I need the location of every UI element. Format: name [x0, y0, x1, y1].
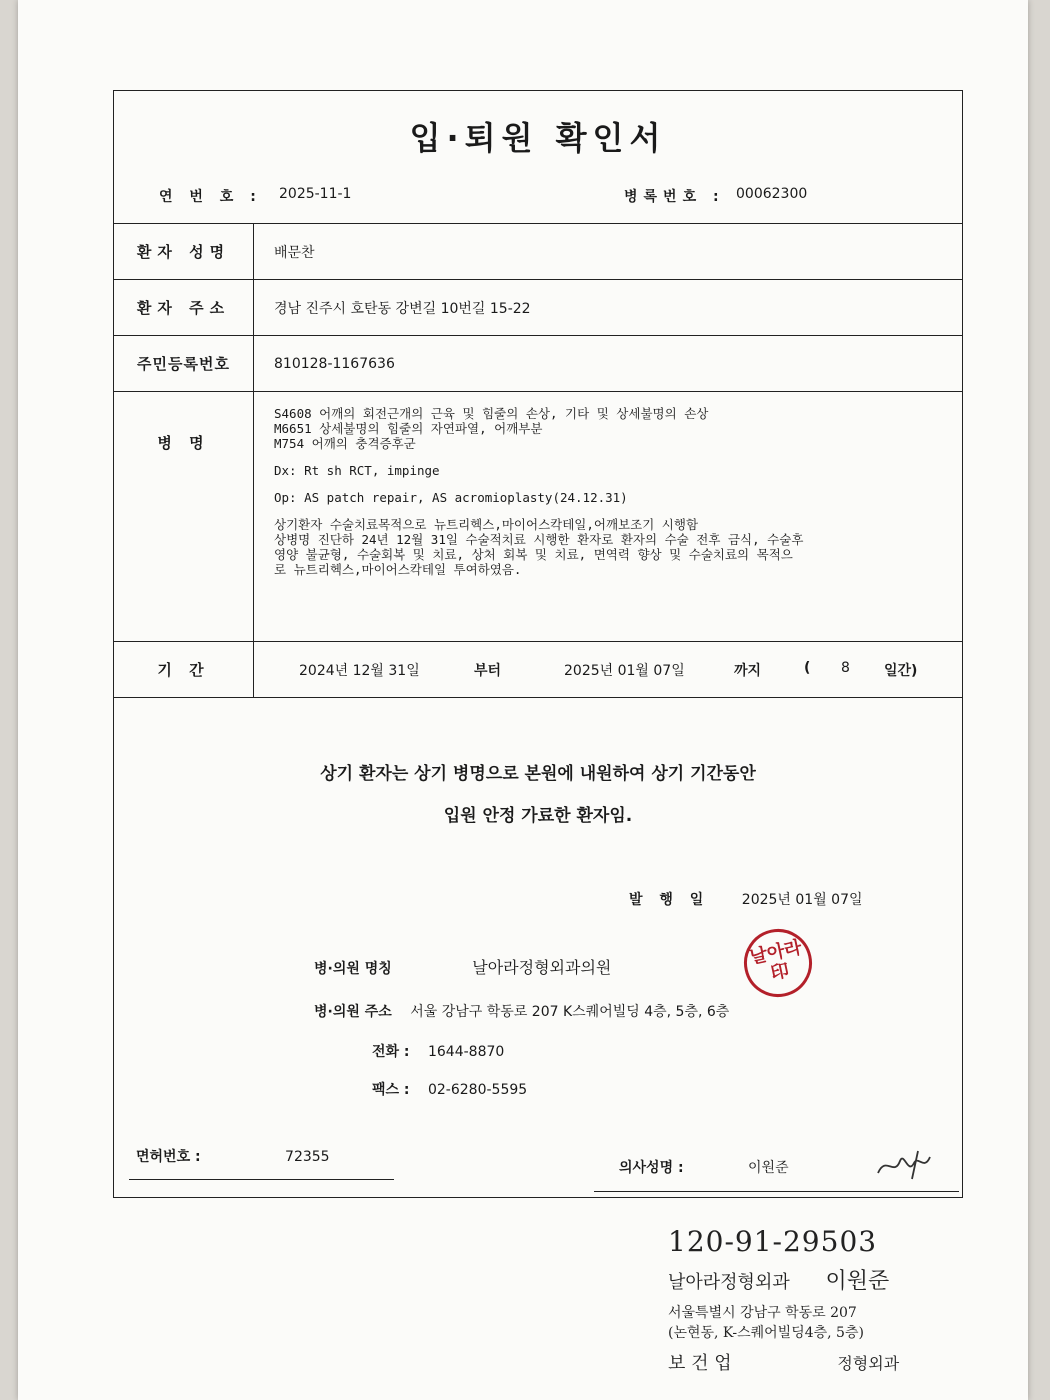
phone-value: 1644-8870	[427, 1044, 505, 1060]
business-clinic-line	[668, 1264, 928, 1295]
fax-line	[372, 1079, 527, 1099]
business-type-line	[668, 1349, 928, 1375]
serial-value: 2025-11-1	[279, 186, 352, 202]
document-title: 입·퇴원 확인서	[409, 119, 667, 157]
diagnosis-note: 영양 불균형, 수술회복 및 치료, 상처 회복 및 치료, 면역력 향상 및 수술치료의 목적으	[274, 547, 793, 562]
business-address-2: (논현동, K-스퀘어빌딩4층, 5층)	[668, 1325, 864, 1341]
period-label: 기 간	[114, 642, 254, 697]
period-end: 2025년 01월 07일	[564, 663, 685, 679]
hospital-address-label: 병·의원 주소	[314, 1004, 392, 1020]
chart-number-label: 병록번호 :	[624, 189, 725, 205]
patient-name-value: 배문찬	[274, 244, 315, 261]
hospital-name-label: 병·의원 명칭	[314, 961, 392, 977]
fax-value: 02-6280-5595	[427, 1082, 528, 1098]
business-address-1: 서울특별시 강남구 학동로 207	[668, 1305, 857, 1321]
diagnosis-op: Op: AS patch repair, AS acromioplasty(24.12.31)	[274, 490, 628, 505]
period-paren: (	[804, 660, 811, 676]
period-until: 까지	[734, 663, 762, 679]
certificate-form	[113, 90, 963, 1198]
phone-line	[372, 1041, 504, 1061]
issue-date-value: 2025년 01월 07일	[741, 892, 863, 908]
issue-date-label: 발 행 일	[629, 892, 710, 908]
serial-label: 연 번 호 :	[159, 189, 262, 205]
business-clinic: 날아라정형외과	[668, 1272, 790, 1293]
diagnosis-dx: Dx: Rt sh RCT, impinge	[274, 463, 440, 478]
business-address	[668, 1303, 928, 1343]
meta-row	[114, 186, 962, 222]
period-row	[114, 641, 962, 697]
diagnosis-code: M754 어깨의 충격증후군	[274, 436, 416, 451]
rrn-label: 주민등록번호	[114, 336, 254, 391]
chart-number-value: 00062300	[736, 186, 808, 202]
license-value: 72355	[285, 1149, 330, 1165]
diagnosis-note: 상기환자 수술치료목적으로 뉴트리헥스,마이어스칵테일,어깨보조기 시행함	[274, 517, 699, 532]
doctor-signature-icon	[874, 1147, 938, 1183]
hospital-name-value: 날아라정형외과의원	[472, 958, 612, 977]
business-doctor: 이원준	[825, 1269, 890, 1294]
period-days: 8	[841, 660, 850, 676]
phone-label: 전화 :	[372, 1044, 410, 1060]
rrn-row	[114, 335, 962, 391]
issue-date-line	[629, 889, 863, 909]
license-underline	[129, 1179, 394, 1180]
period-bottom-border	[114, 697, 962, 698]
diagnosis-code: M6651 상세불명의 힘줄의 자연파열, 어깨부분	[274, 421, 543, 436]
license-label: 면허번호 :	[136, 1149, 201, 1165]
business-stamp	[668, 1225, 928, 1375]
diagnosis-note: 로 뉴트리헥스,마이어스칵테일 투여하였음.	[274, 562, 522, 577]
patient-address-row	[114, 279, 962, 335]
business-reg-number: 120-91-29503	[668, 1225, 878, 1258]
rrn-value: 810128-1167636	[274, 355, 395, 372]
hospital-name-line	[314, 955, 611, 978]
patient-address-label: 환자 주소	[114, 280, 254, 335]
patient-name-label: 환자 성명	[114, 224, 254, 279]
hospital-address-value: 서울 강남구 학동로 207 K스퀘어빌딩 4층, 5층, 6층	[410, 1004, 730, 1020]
business-type: 보 건 업	[668, 1353, 732, 1374]
business-specialty: 정형외과	[837, 1354, 900, 1373]
doctor-value: 이원준	[748, 1160, 789, 1176]
diagnosis-content	[274, 406, 952, 589]
doctor-label: 의사성명 :	[619, 1160, 684, 1176]
license-line	[136, 1146, 330, 1166]
period-start: 2024년 12월 31일	[299, 663, 420, 679]
diagnosis-label: 병 명	[114, 392, 254, 641]
statement-line-1: 상기 환자는 상기 병명으로 본원에 내원하여 상기 기간동안	[320, 764, 756, 784]
statement-line-2: 입원 안정 가료한 환자임.	[443, 806, 633, 826]
hospital-seal: 날아라印	[738, 923, 819, 1004]
fax-label: 팩스 :	[372, 1082, 410, 1098]
paper-sheet	[18, 0, 1028, 1400]
doctor-line	[619, 1157, 789, 1177]
period-days-suffix: 일간)	[884, 663, 918, 679]
hospital-address-line	[314, 1001, 729, 1021]
diagnosis-note: 상병명 진단하 24년 12월 31일 수술적치료 시행한 환자로 환자의 수술 전후 금식, 수술후	[274, 532, 804, 547]
diagnosis-code: S4608 어깨의 회전근개의 근육 및 힘줄의 손상, 기타 및 상세불명의 손상	[274, 406, 709, 421]
period-from: 부터	[474, 663, 502, 679]
doctor-underline	[594, 1191, 959, 1192]
diagnosis-row	[114, 391, 962, 641]
patient-name-row	[114, 223, 962, 279]
patient-address-value: 경남 진주시 호탄동 강변길 10번길 15-22	[274, 300, 531, 317]
